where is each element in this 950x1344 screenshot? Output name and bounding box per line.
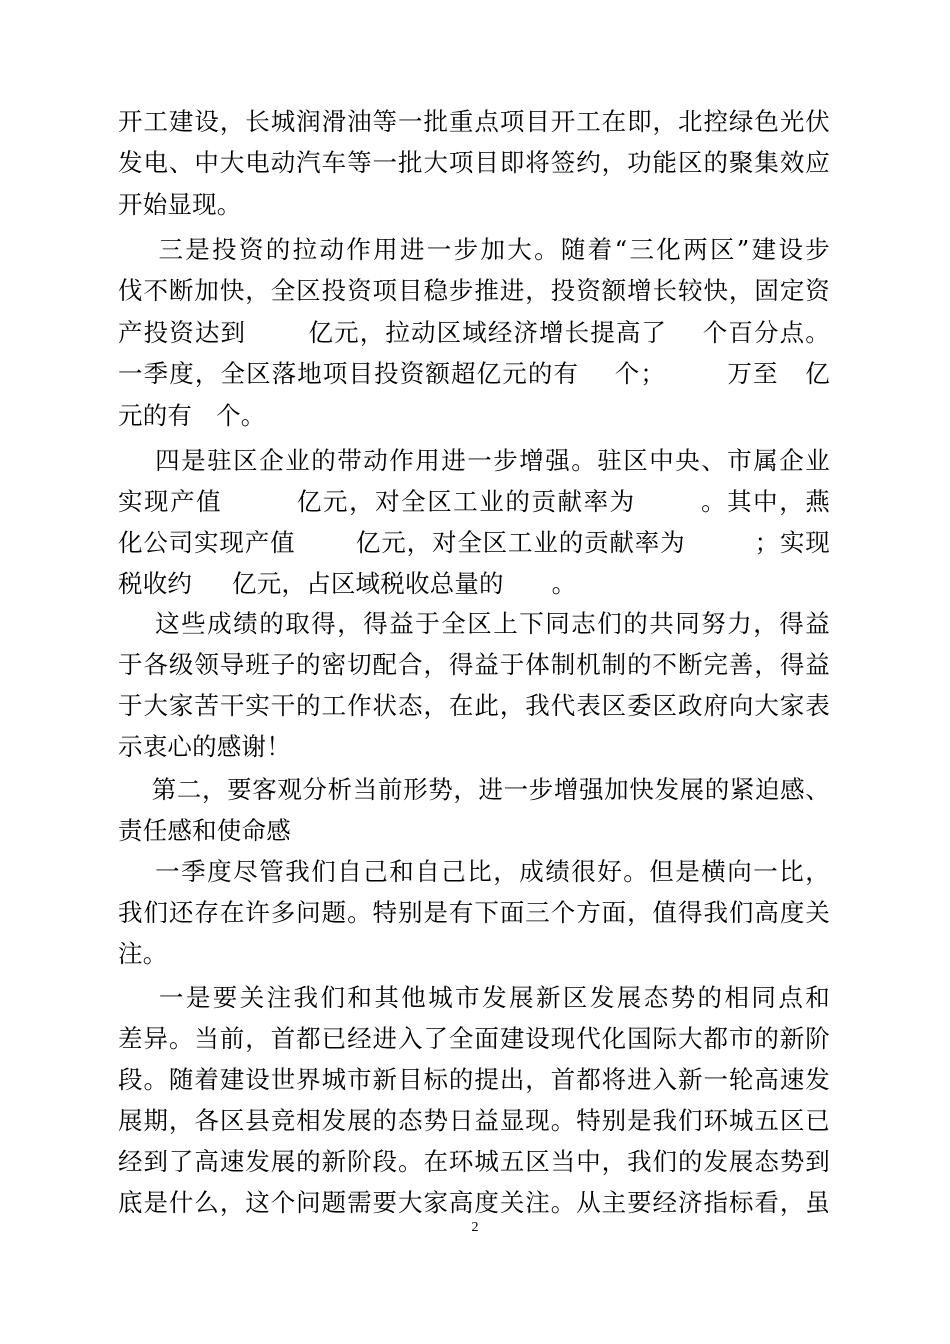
text-line: 注。 [118, 939, 168, 968]
text-line: 发电、中大电动汽车等一批大项目即将签约，功能区的聚集效应 [118, 148, 830, 177]
text-line: 段。随着建设世界城市新目标的提出，首都将进入新一轮高速发 [118, 1065, 830, 1094]
text-line: 元的有 个。 [118, 401, 266, 430]
text-line: 三是投资的拉动作用进一步加大。随着“三化两区”建设步 [118, 235, 830, 264]
text-line: 一季度，全区落地项目投资额超亿元的有 个； 万至 亿 [118, 359, 830, 388]
text-line: 责任感和使命感 [118, 816, 291, 845]
text-line: 一是要关注我们和其他城市发展新区发展态势的相同点和 [118, 983, 830, 1012]
text-line: 差异。当前，首都已经进入了全面建设现代化国际大都市的新阶 [118, 1024, 830, 1053]
text-line: 一季度尽管我们自己和自己比，成绩很好。但是横向一比， [118, 857, 830, 886]
text-line: 示衷心的感谢！ [118, 732, 291, 761]
text-line: 展期，各区县竞相发展的态势日益显现。特别是我们环城五区已 [118, 1106, 830, 1135]
text-line: 产投资达到 亿元，拉动区域经济增长提高了 个百分点。 [118, 318, 830, 347]
text-line: 四是驻区企业的带动作用进一步增强。驻区中央、市属企业 [118, 446, 830, 475]
text-line: 经到了高速发展的新阶段。在环城五区当中，我们的发展态势到 [118, 1147, 830, 1176]
text-line: 税收约 亿元，占区域税收总量的 。 [118, 569, 577, 598]
text-line: 第二，要客观分析当前形势，进一步增强加快发展的紧迫感、 [118, 775, 830, 804]
text-line: 于大家苦干实干的工作状态，在此，我代表区委区政府向大家表 [118, 691, 830, 720]
text-line: 伐不断加快，全区投资项目稳步推进，投资额增长较快，固定资 [118, 276, 830, 305]
text-line: 开始显现。 [118, 190, 242, 219]
text-line: 开工建设，长城润滑油等一批重点项目开工在即，北控绿色光伏 [118, 107, 830, 136]
text-line: 这些成绩的取得，得益于全区上下同志们的共同努力，得益 [118, 609, 830, 638]
text-line: 实现产值 亿元，对全区工业的贡献率为 。其中，燕 [118, 487, 830, 516]
text-line: 化公司实现产值 亿元，对全区工业的贡献率为 ；实现 [118, 528, 830, 557]
text-line: 底是什么，这个问题需要大家高度关注。从主要经济指标看，虽 [118, 1188, 830, 1217]
text-line: 于各级领导班子的密切配合，得益于体制机制的不断完善，得益 [118, 650, 830, 679]
page-number: 2 [471, 1220, 479, 1235]
text-line: 我们还存在许多问题。特别是有下面三个方面，值得我们高度关 [118, 898, 830, 927]
